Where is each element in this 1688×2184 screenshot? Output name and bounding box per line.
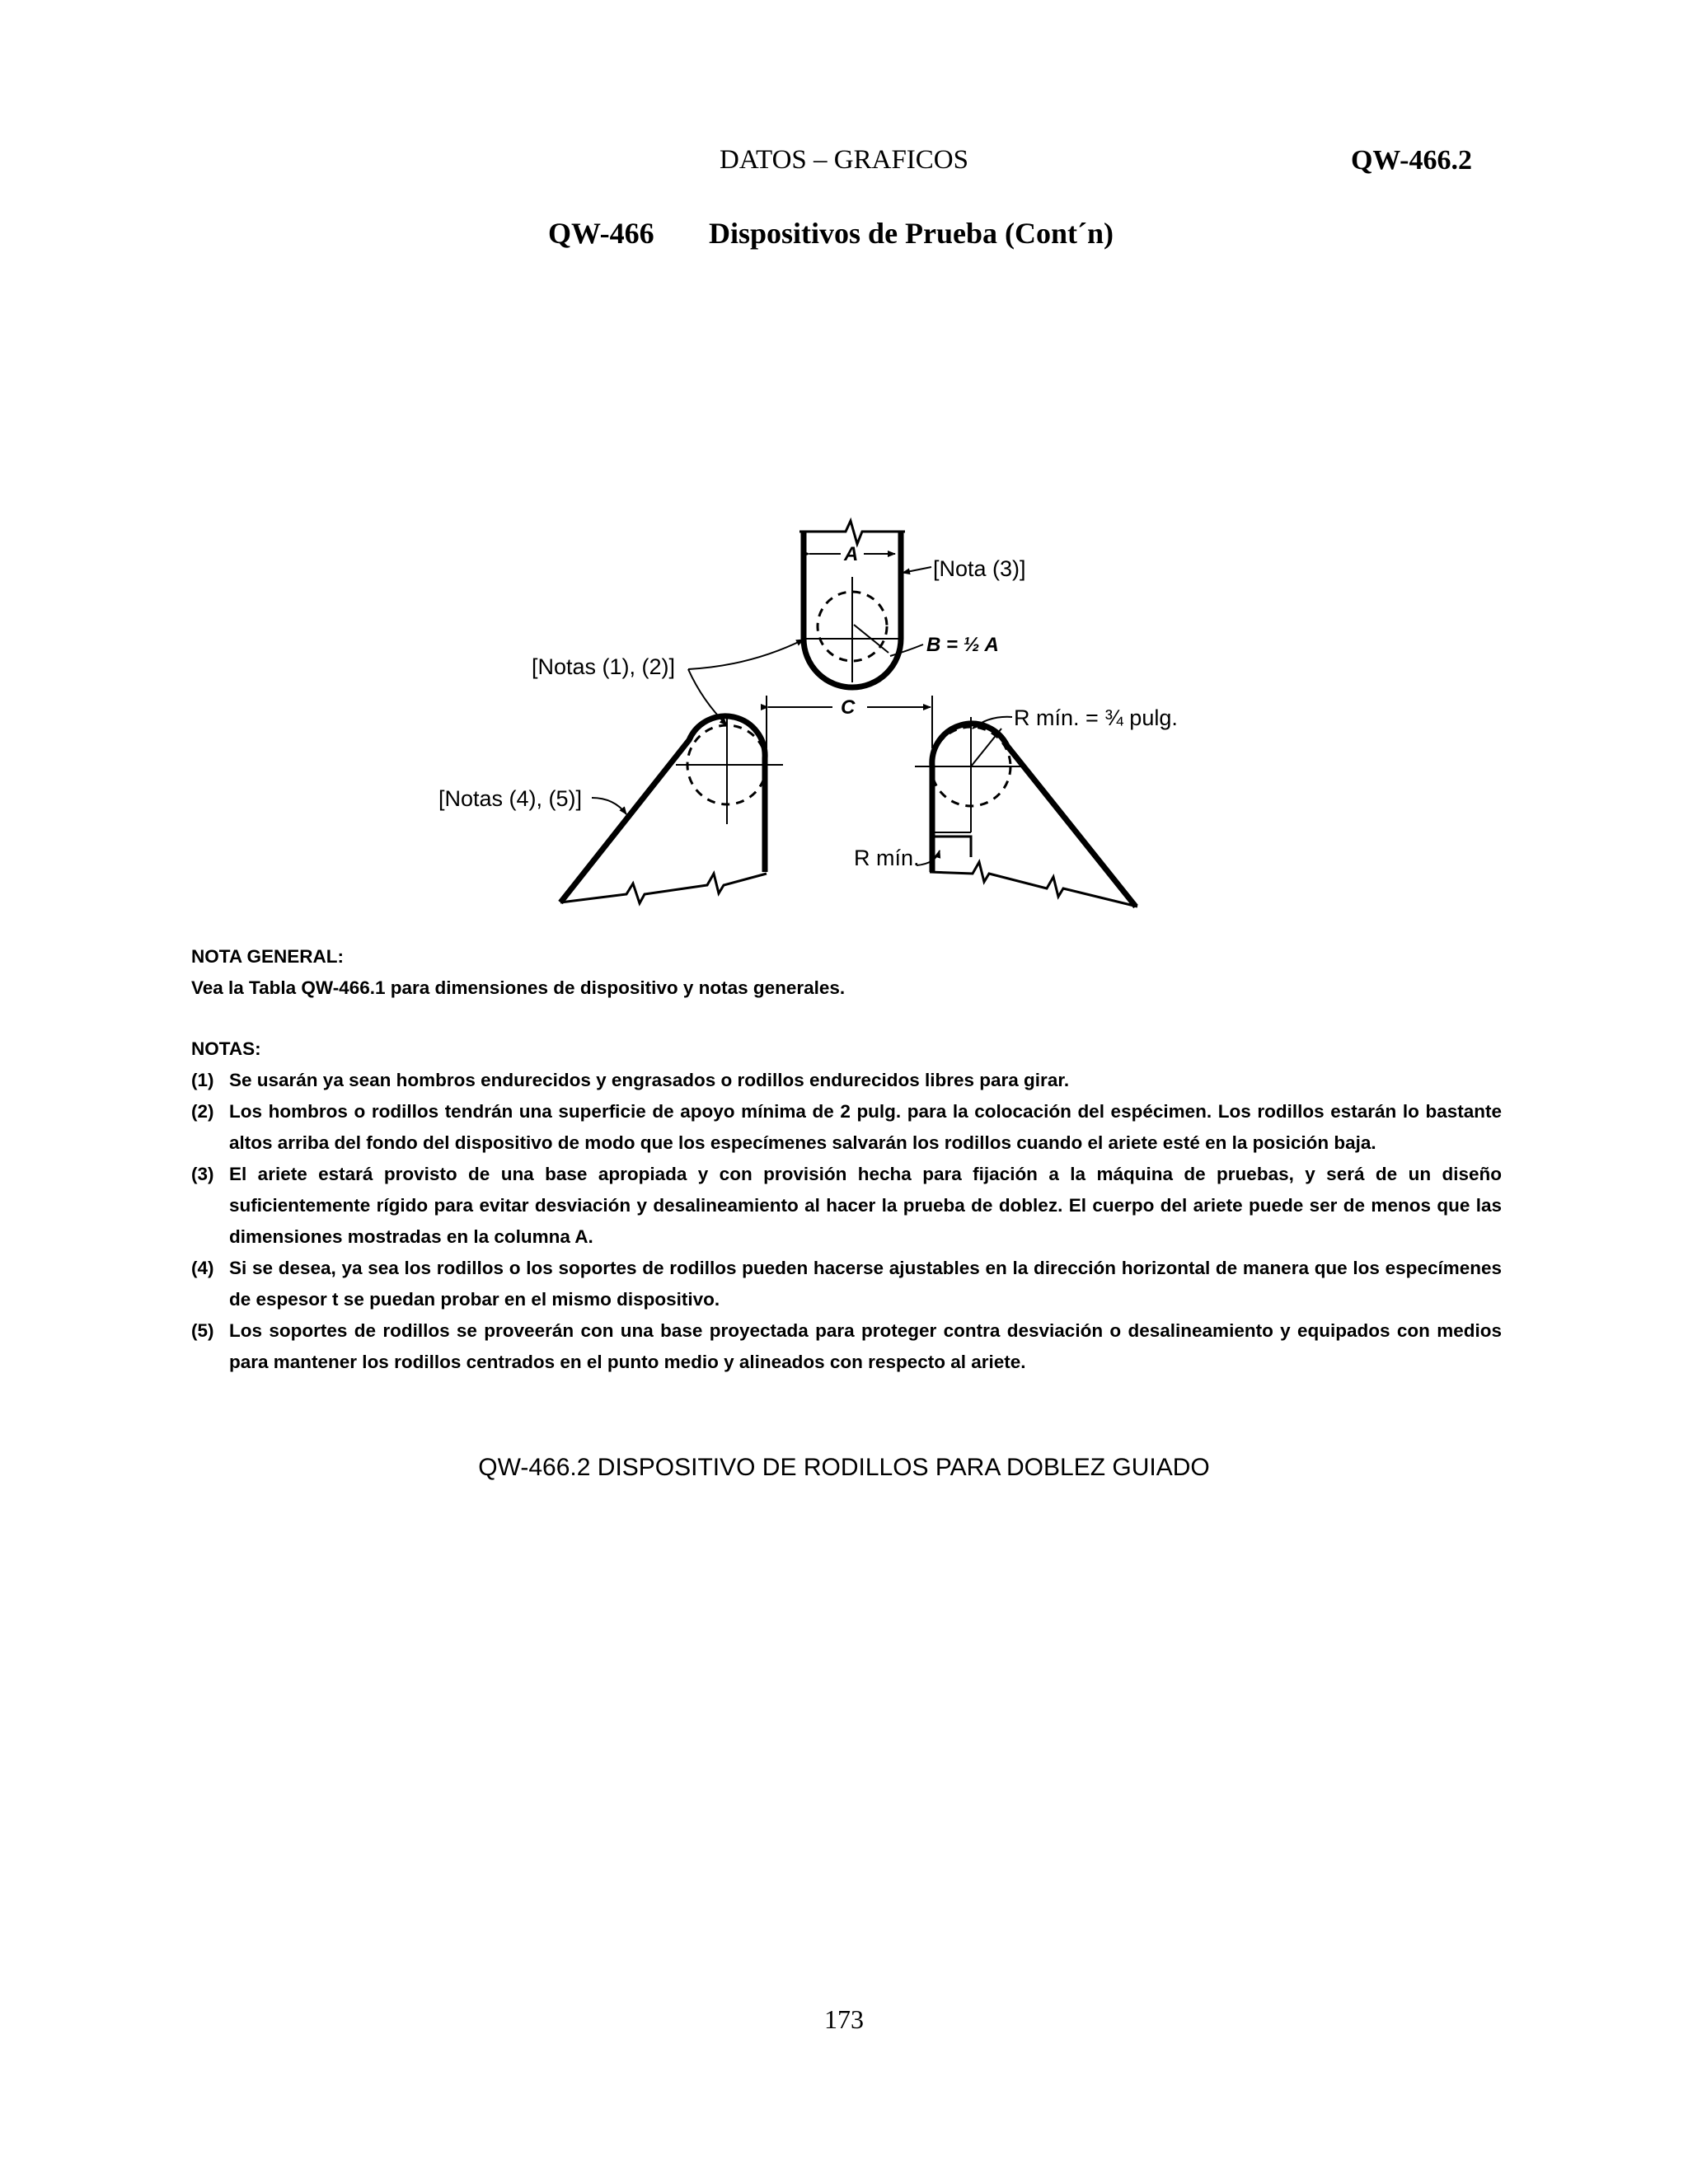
- right-roller-support: [915, 717, 1137, 907]
- notes-section: [191, 941, 1502, 1378]
- note-number: (1): [191, 1070, 214, 1090]
- note-number: (4): [191, 1258, 214, 1278]
- note-number: (5): [191, 1320, 214, 1341]
- note-number: (3): [191, 1164, 214, 1184]
- note-item: [191, 1096, 1502, 1159]
- notes-heading: NOTAS:: [191, 1038, 261, 1059]
- label-rmin: R mín.: [854, 846, 920, 870]
- note-text: El ariete estará provisto de una base apropiada y con provisión hecha para fijación a la máquina de pruebas, y será de un diseño suficientemente rígido para evitar desviación y desalineamiento al hacer la prueba de doblez. El cuerpo del ariete puede ser de menos que las dimensiones mostradas en la columna A.: [229, 1164, 1502, 1247]
- note-item: [191, 1315, 1502, 1378]
- label-rmin-three-quarter: R mín. = ¾ pulg.: [1014, 705, 1178, 730]
- general-note-heading: NOTA GENERAL:: [191, 946, 344, 967]
- note-text: Se usarán ya sean hombros endurecidos y engrasados o rodillos endurecidos libres para girar.: [229, 1070, 1070, 1090]
- note-text: Si se desea, ya sea los rodillos o los soportes de rodillos pueden hacerse ajustables en la dirección horizontal de manera que los especímenes de espesor t se puedan probar en el mismo dispositivo.: [229, 1258, 1502, 1310]
- header-title: DATOS – GRAFICOS: [720, 145, 968, 175]
- note-text: Los hombros o rodillos tendrán una superficie de apoyo mínima de 2 pulg. para la colocación del espécimen. Los rodillos estarán lo bastante altos arriba del fondo del dispositivo de modo que los especímenes salvarán los rodillos cuando el ariete esté en la posición baja.: [229, 1101, 1502, 1153]
- note-number: (2): [191, 1101, 214, 1122]
- label-B: B = ½ A: [926, 634, 999, 656]
- section-title: Dispositivos de Prueba (Cont´n): [709, 217, 1114, 250]
- page-number: 173: [824, 2004, 864, 2034]
- note-text: Los soportes de rodillos se proveerán con una base proyectada para proteger contra desviación o desalineamiento y equipados con medios para mantener los rodillos centrados en el punto medio y alineados con respecto al ariete.: [229, 1320, 1502, 1372]
- roller-jig-diagram: [0, 0, 1688, 931]
- header-code: QW-466.2: [1350, 145, 1472, 176]
- left-roller-support: [560, 715, 783, 903]
- figure-caption: QW-466.2 DISPOSITIVO DE RODILLOS PARA DOBLEZ GUIADO: [478, 1454, 1210, 1481]
- note-item: [191, 1253, 1502, 1315]
- label-A: A: [844, 543, 859, 565]
- label-notas-4-5: [Notas (4), (5)]: [438, 786, 583, 811]
- note-item: [191, 1065, 1502, 1096]
- label-notas-1-2: [Notas (1), (2)]: [532, 654, 676, 679]
- label-C: C: [841, 696, 856, 719]
- general-note-text: Vea la Tabla QW-466.1 para dimensiones de dispositivo y notas generales.: [191, 977, 846, 998]
- note-item: [191, 1159, 1502, 1253]
- section-number: QW-466: [548, 217, 654, 250]
- label-nota-3: [Nota (3)]: [933, 556, 1026, 581]
